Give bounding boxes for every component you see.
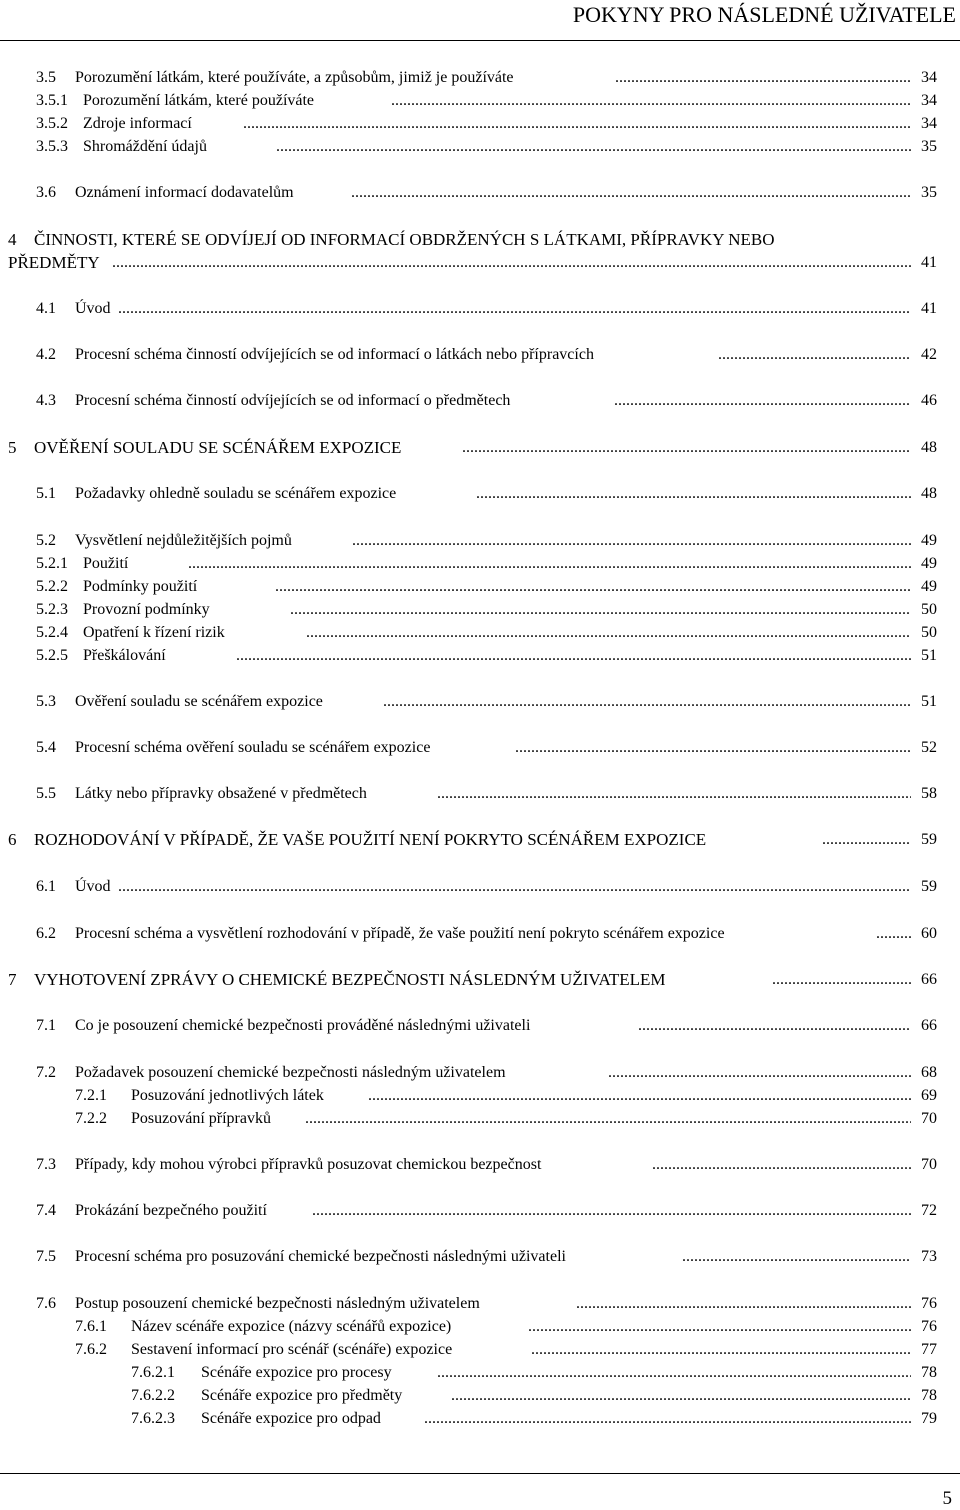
toc-entry-title: Porozumění látkám, které používáte xyxy=(83,92,315,109)
toc-leader-dots xyxy=(391,90,911,112)
toc-entry[interactable] xyxy=(0,90,960,112)
toc-leader-dots xyxy=(822,829,911,851)
toc-entry-title: OVĚŘENÍ SOULADU SE SCÉNÁŘEM EXPOZICE xyxy=(34,438,402,457)
toc-entry-title: Scénáře expozice pro předměty xyxy=(201,1387,403,1404)
toc-entry-page: 48 xyxy=(921,439,937,456)
toc-entry-number: 7.6.2.3 xyxy=(131,1410,175,1427)
toc-entry-number: 7.2.1 xyxy=(75,1087,107,1104)
toc-leader-dots xyxy=(772,969,911,991)
toc-entry-title: Scénáře expozice pro procesy xyxy=(201,1364,392,1381)
toc-leader-dots xyxy=(515,737,911,759)
toc-entry[interactable] xyxy=(0,876,960,898)
toc-entry-page: 59 xyxy=(921,831,937,848)
toc-entry[interactable] xyxy=(0,483,960,505)
toc-entry-number: 3.6 xyxy=(36,184,56,201)
toc-entry-title: Úvod xyxy=(75,300,111,317)
toc-entry-title: Scénáře expozice pro odpad xyxy=(201,1410,381,1427)
toc-chapter-entry[interactable] xyxy=(0,969,960,991)
toc-entry-page: 76 xyxy=(921,1295,937,1312)
toc-entry-page: 66 xyxy=(921,971,937,988)
toc-entry-page: 46 xyxy=(921,392,937,409)
toc-entry-title: Posuzování jednotlivých látek xyxy=(131,1087,324,1104)
toc-entry-number: 4.1 xyxy=(36,300,56,317)
toc-leader-dots xyxy=(351,182,911,204)
toc-leader-dots xyxy=(383,691,911,713)
toc-entry-number: 7.2.2 xyxy=(75,1110,107,1127)
toc-entry[interactable] xyxy=(0,1362,960,1384)
toc-leader-dots xyxy=(437,783,911,805)
toc-entry-number: 7.6 xyxy=(36,1295,56,1312)
toc-entry-page: 34 xyxy=(921,115,937,132)
toc-entry-page: 70 xyxy=(921,1156,937,1173)
toc-entry-page: 34 xyxy=(921,69,937,86)
toc-entry-title: Posuzování přípravků xyxy=(131,1110,271,1127)
toc-entry-number: 4.2 xyxy=(36,346,56,363)
toc-entry-page: 50 xyxy=(921,624,937,641)
toc-leader-dots xyxy=(368,1085,911,1107)
toc-entry-number: 7.6.2.1 xyxy=(131,1364,175,1381)
toc-leader-dots xyxy=(118,876,911,898)
toc-entry-number: 5.5 xyxy=(36,785,56,802)
toc-entry-number: 3.5.1 xyxy=(36,92,68,109)
toc-entry-page: 76 xyxy=(921,1318,937,1335)
toc-entry-title: Opatření k řízení rizik xyxy=(83,624,225,641)
toc-entry-number: 5.3 xyxy=(36,693,56,710)
toc-entry-title: Použití xyxy=(83,555,129,572)
toc-entry-title: Požadavky ohledně souladu se scénářem expozice xyxy=(75,485,397,502)
toc-entry-page: 68 xyxy=(921,1064,937,1081)
toc-entry-title: Název scénáře expozice (názvy scénářů expozice) xyxy=(131,1318,452,1335)
toc-entry[interactable] xyxy=(0,1339,960,1361)
toc-leader-dots xyxy=(682,1246,911,1268)
toc-entry[interactable] xyxy=(0,1293,960,1315)
toc-entry[interactable] xyxy=(0,1015,960,1037)
toc-leader-dots xyxy=(112,252,911,274)
toc-leader-dots xyxy=(476,483,911,505)
toc-entry-number: 5.2.1 xyxy=(36,555,68,572)
toc-leader-dots xyxy=(306,622,911,644)
toc-leader-dots xyxy=(638,1015,911,1037)
toc-leader-dots xyxy=(243,113,911,135)
toc-entry[interactable] xyxy=(0,136,960,158)
toc-entry-page: 49 xyxy=(921,555,937,572)
toc-leader-dots xyxy=(608,1062,911,1084)
toc-entry[interactable] xyxy=(0,390,960,412)
toc-entry-page: 51 xyxy=(921,693,937,710)
toc-entry[interactable] xyxy=(0,344,960,366)
toc-entry-title: Zdroje informací xyxy=(83,115,192,132)
running-header-title: POKYNY PRO NÁSLEDNÉ UŽIVATELE xyxy=(572,2,956,27)
toc-entry[interactable] xyxy=(0,113,960,135)
toc-entry-title: VYHOTOVENÍ ZPRÁVY O CHEMICKÉ BEZPEČNOSTI NÁSLEDNÝM UŽIVATELEM xyxy=(34,970,666,989)
toc-entry[interactable] xyxy=(0,645,960,667)
toc-leader-dots xyxy=(462,437,911,459)
toc-entry-page: 70 xyxy=(921,1110,937,1127)
toc-entry-title: Procesní schéma činností odvíjejících se od informací o předmětech xyxy=(75,392,511,409)
toc-entry-page: 72 xyxy=(921,1202,937,1219)
toc-entry-number: 4.3 xyxy=(36,392,56,409)
toc-entry-number: 6.2 xyxy=(36,925,56,942)
toc-entry[interactable] xyxy=(0,599,960,621)
toc-entry-number: 3.5 xyxy=(36,69,56,86)
toc-entry[interactable] xyxy=(0,182,960,204)
toc-entry-page: 34 xyxy=(921,92,937,109)
toc-leader-dots xyxy=(312,1200,911,1222)
toc-entry-title: Sestavení informací pro scénář (scénáře) expozice xyxy=(131,1341,453,1358)
toc-entry[interactable] xyxy=(0,1154,960,1176)
toc-entry-page: 48 xyxy=(921,485,937,502)
toc-entry-number: 7.1 xyxy=(36,1017,56,1034)
toc-entry-title: Vysvětlení nejdůležitějších pojmů xyxy=(75,532,292,549)
page-number: 5 xyxy=(942,1488,952,1509)
toc-entry-number: 6.1 xyxy=(36,878,56,895)
toc-entry-title: Ověření souladu se scénářem expozice xyxy=(75,693,323,710)
toc-entry-page: 49 xyxy=(921,532,937,549)
toc-entry-page: 35 xyxy=(921,184,937,201)
toc-entry-page: 41 xyxy=(921,300,937,317)
toc-entry-number: 7.2 xyxy=(36,1064,56,1081)
toc-entry-number: 3.5.2 xyxy=(36,115,68,132)
toc-entry-number: 7.3 xyxy=(36,1156,56,1173)
toc-entry-page: 35 xyxy=(921,138,937,155)
toc-chapter-entry[interactable] xyxy=(0,437,960,459)
toc-entry-title: Požadavek posouzení chemické bezpečnosti následným uživatelem xyxy=(75,1064,506,1081)
toc-entry-page: 41 xyxy=(921,254,937,271)
toc-entry-page: 69 xyxy=(921,1087,937,1104)
toc-entry[interactable] xyxy=(0,576,960,598)
toc-entry-title: Úvod xyxy=(75,878,111,895)
toc-entry-page: 51 xyxy=(921,647,937,664)
toc-leader-dots xyxy=(290,599,911,621)
toc-entry-number: 7.6.2 xyxy=(75,1341,107,1358)
toc-entry[interactable] xyxy=(0,1246,960,1268)
toc-entry-title: Postup posouzení chemické bezpečnosti následným uživatelem xyxy=(75,1295,480,1312)
toc-entry-number: 5.2.4 xyxy=(36,624,68,641)
toc-entry[interactable] xyxy=(0,1385,960,1407)
toc-entry-page: 77 xyxy=(921,1341,937,1358)
toc-leader-dots xyxy=(118,298,911,320)
toc-entry-title: Procesní schéma a vysvětlení rozhodování v případě, že vaše použití není pokryto scénářem expozice xyxy=(75,925,725,942)
toc-entry-page: 50 xyxy=(921,601,937,618)
toc-entry[interactable] xyxy=(0,923,960,945)
toc-leader-dots xyxy=(451,1385,911,1407)
toc-entry-number: 7.5 xyxy=(36,1248,56,1265)
toc-entry[interactable] xyxy=(0,1085,960,1107)
toc-entry[interactable] xyxy=(0,1408,960,1430)
toc-leader-dots xyxy=(614,390,911,412)
toc-entry[interactable] xyxy=(0,622,960,644)
toc-leader-dots xyxy=(424,1408,911,1430)
toc-entry-title: ROZHODOVÁNÍ V PŘÍPADĚ, ŽE VAŠE POUŽITÍ NENÍ POKRYTO SCÉNÁŘEM EXPOZICE xyxy=(34,830,707,849)
toc-entry-title: Přeškálování xyxy=(83,647,166,664)
toc-entry-number: 5 xyxy=(8,438,17,457)
toc-leader-dots xyxy=(531,1339,911,1361)
toc-entry-number: 7.6.2.2 xyxy=(131,1387,175,1404)
toc-entry[interactable] xyxy=(0,67,960,89)
toc-entry[interactable] xyxy=(0,1200,960,1222)
toc-leader-dots xyxy=(236,645,911,667)
toc-chapter-entry[interactable] xyxy=(0,229,960,251)
toc-entry[interactable] xyxy=(0,298,960,320)
toc-entry-number: 5.2.3 xyxy=(36,601,68,618)
toc-chapter-entry[interactable] xyxy=(0,829,960,851)
toc-entry-title: Procesní schéma ověření souladu se scénářem expozice xyxy=(75,739,431,756)
toc-entry-page: 60 xyxy=(921,925,937,942)
toc-entry-number: 3.5.3 xyxy=(36,138,68,155)
toc-entry-title: Shromáždění údajů xyxy=(83,138,207,155)
toc-leader-dots xyxy=(276,136,911,158)
toc-leader-dots xyxy=(437,1362,911,1384)
toc-leader-dots xyxy=(188,553,911,575)
toc-leader-dots xyxy=(718,344,911,366)
toc-entry[interactable] xyxy=(0,553,960,575)
toc-entry-number: 5.4 xyxy=(36,739,56,756)
toc-entry-title: ČINNOSTI, KTERÉ SE ODVÍJEJÍ OD INFORMACÍ OBDRŽENÝCH S LÁTKAMI, PŘÍPRAVKY NEBO xyxy=(34,230,775,249)
toc-entry-page: 73 xyxy=(921,1248,937,1265)
toc-entry-page: 42 xyxy=(921,346,937,363)
toc-entry-number: 5.1 xyxy=(36,485,56,502)
toc-chapter-entry-continuation[interactable] xyxy=(0,252,960,274)
toc-entry-number: 5.2.5 xyxy=(36,647,68,664)
toc-entry-page: 79 xyxy=(921,1410,937,1427)
toc-entry-title: Prokázání bezpečného použití xyxy=(75,1202,267,1219)
toc-entry-title: Oznámení informací dodavatelům xyxy=(75,184,294,201)
toc-leader-dots xyxy=(652,1154,911,1176)
footer-rule xyxy=(0,1473,960,1474)
toc-leader-dots xyxy=(576,1293,911,1315)
toc-entry-title: Porozumění látkám, které používáte, a způsobům, jimiž je používáte xyxy=(75,69,514,86)
toc-entry[interactable] xyxy=(0,737,960,759)
toc-entry-page: 49 xyxy=(921,578,937,595)
toc-entry[interactable] xyxy=(0,783,960,805)
toc-entry[interactable] xyxy=(0,691,960,713)
toc-entry-number: 7 xyxy=(8,970,17,989)
toc-entry-number: 7.6.1 xyxy=(75,1318,107,1335)
toc-entry-number: 4 xyxy=(8,230,17,249)
toc-leader-dots xyxy=(275,576,911,598)
toc-entry-page: 66 xyxy=(921,1017,937,1034)
toc-entry-number: 5.2 xyxy=(36,532,56,549)
toc-entry-title-continuation: PŘEDMĚTY xyxy=(8,253,100,272)
toc-entry-page: 59 xyxy=(921,878,937,895)
toc-entry[interactable] xyxy=(0,1062,960,1084)
toc-entry-title: Provozní podmínky xyxy=(83,601,210,618)
toc-entry[interactable] xyxy=(0,1316,960,1338)
toc-leader-dots xyxy=(528,1316,911,1338)
toc-entry-title: Látky nebo přípravky obsažené v předmětech xyxy=(75,785,367,802)
toc-entry-number: 5.2.2 xyxy=(36,578,68,595)
toc-entry[interactable] xyxy=(0,1108,960,1130)
toc-leader-dots xyxy=(305,1108,911,1130)
toc-leader-dots xyxy=(352,530,911,552)
toc-entry-title: Případy, kdy mohou výrobci přípravků posuzovat chemickou bezpečnost xyxy=(75,1156,542,1173)
toc-entry-title: Procesní schéma činností odvíjejících se od informací o látkách nebo přípravcích xyxy=(75,346,594,363)
toc-leader-dots xyxy=(615,67,911,89)
toc-entry-page: 58 xyxy=(921,785,937,802)
toc-entry-number: 6 xyxy=(8,830,17,849)
toc-entry-page: 52 xyxy=(921,739,937,756)
toc-entry-title: Podmínky použití xyxy=(83,578,198,595)
toc-entry[interactable] xyxy=(0,530,960,552)
toc-leader-dots xyxy=(876,923,911,945)
toc-entry-page: 78 xyxy=(921,1387,937,1404)
toc-entry-title: Procesní schéma pro posuzování chemické bezpečnosti následnými uživateli xyxy=(75,1248,566,1265)
toc-entry-page: 78 xyxy=(921,1364,937,1381)
toc-entry-title: Co je posouzení chemické bezpečnosti prováděné následnými uživateli xyxy=(75,1017,531,1034)
toc-entry-number: 7.4 xyxy=(36,1202,56,1219)
